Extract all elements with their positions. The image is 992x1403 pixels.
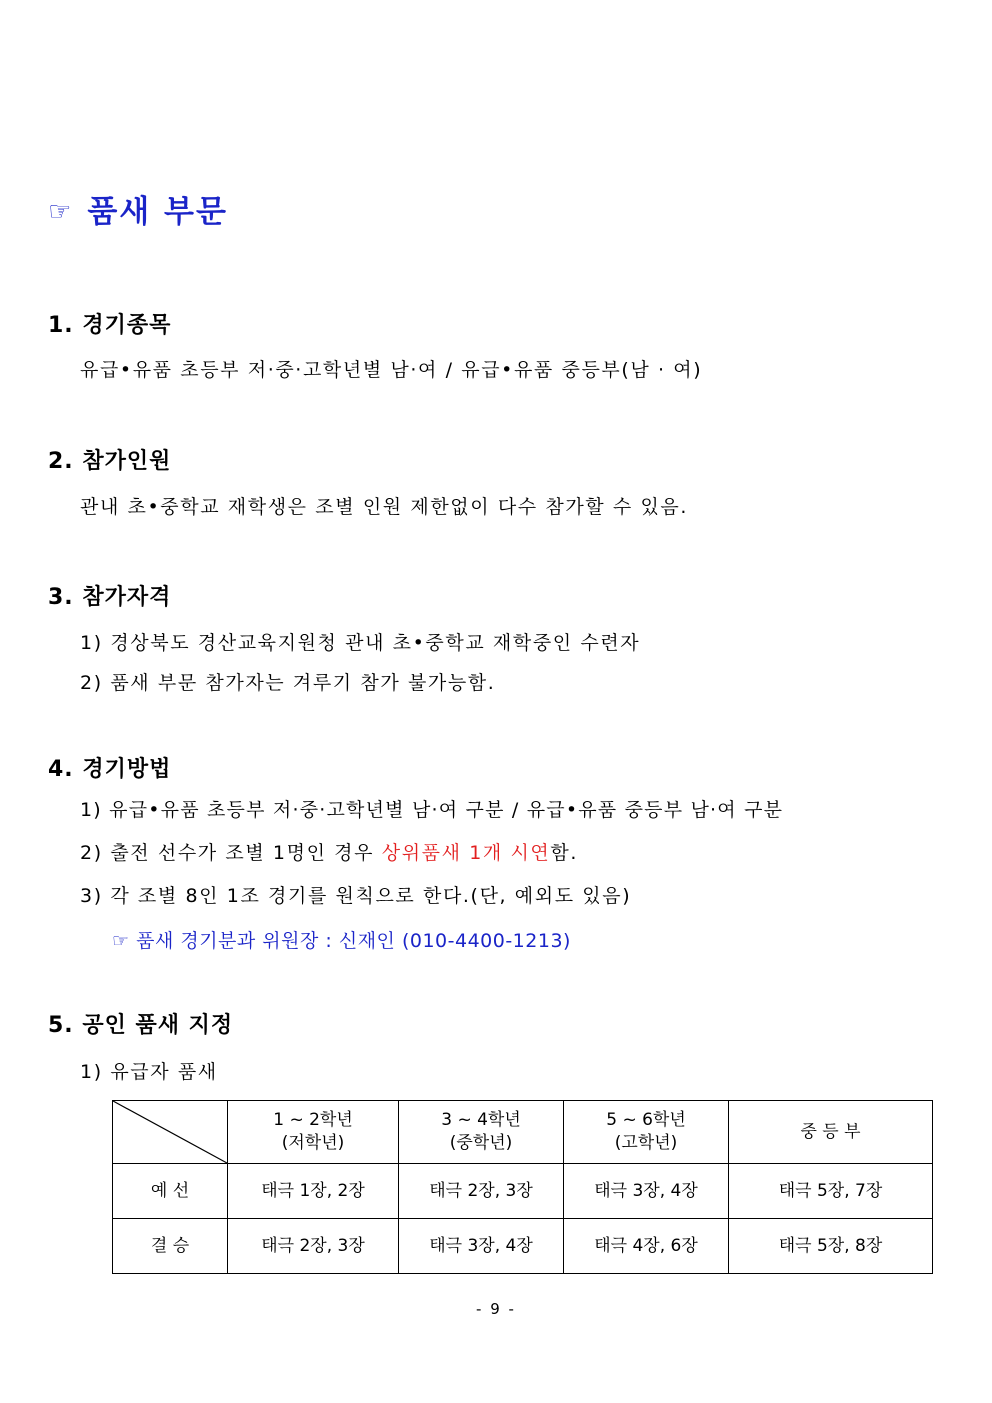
section-2-line: 관내 초•중학교 재학생은 조별 인원 제한없이 다수 참가할 수 있음. <box>80 496 689 518</box>
table-cell: 태극 2장, 3장 <box>399 1164 564 1219</box>
section-heading-1: 1. 경기종목 <box>48 313 172 338</box>
table-row <box>113 1219 933 1274</box>
row-label: 결 승 <box>113 1219 228 1274</box>
table-cell: 태극 5장, 8장 <box>729 1219 933 1274</box>
line-2-text-before: 2) 출전 선수가 조별 1명인 경우 <box>80 842 382 864</box>
section-4-line-2 <box>80 838 578 865</box>
section-5-sub: 1) 유급자 품새 <box>80 1061 218 1083</box>
header-cell <box>729 1101 933 1164</box>
header-line-2: (저학년) <box>281 1133 345 1153</box>
table-cell: 태극 2장, 3장 <box>228 1219 399 1274</box>
pointing-hand-icon: ☞ <box>48 197 74 227</box>
diagonal-line <box>113 1101 227 1163</box>
section-3-line-1: 1) 경상북도 경산교육지원청 관내 초•중학교 재학중인 수련자 <box>80 632 641 654</box>
section-heading-2: 2. 참가인원 <box>48 449 172 474</box>
header-line-1: 3 ~ 4학년 <box>441 1110 521 1130</box>
page-title <box>48 186 228 231</box>
row-label: 예 선 <box>113 1164 228 1219</box>
header-cell <box>564 1101 729 1164</box>
header-line-2: (고학년) <box>614 1133 678 1153</box>
table-cell: 태극 1장, 2장 <box>228 1164 399 1219</box>
header-cell <box>399 1101 564 1164</box>
table-corner-cell <box>113 1101 228 1164</box>
page-number: - 9 - <box>476 1300 516 1318</box>
header-line-2: (중학년) <box>449 1133 513 1153</box>
header-line-1: 5 ~ 6학년 <box>606 1110 686 1130</box>
section-1-line: 유급•유품 초등부 저·중·고학년별 남·여 / 유급•유품 중등부(남 · 여) <box>80 359 703 381</box>
header-line-1: 중 등 부 <box>800 1121 861 1142</box>
table-row <box>113 1164 933 1219</box>
header-line-1: 1 ~ 2학년 <box>273 1110 353 1130</box>
contact-line <box>112 926 571 953</box>
highlight-text: 상위품새 1개 시연 <box>381 842 551 864</box>
table-cell: 태극 5장, 7장 <box>729 1164 933 1219</box>
pumsae-table <box>112 1100 933 1274</box>
header-cell <box>228 1101 399 1164</box>
line-2-text-after: 함. <box>550 842 578 864</box>
table-header-row <box>113 1101 933 1164</box>
page-title-text: 품새 부문 <box>87 194 228 230</box>
pointing-hand-icon: ☞ <box>112 930 130 952</box>
table-cell: 태극 3장, 4장 <box>564 1164 729 1219</box>
table-cell: 태극 3장, 4장 <box>399 1219 564 1274</box>
contact-text: 품새 경기분과 위원장 : 신재인 (010-4400-1213) <box>136 930 571 952</box>
section-4-line-3: 3) 각 조별 8인 1조 경기를 원칙으로 한다.(단, 예외도 있음) <box>80 885 632 907</box>
section-heading-5: 5. 공인 품새 지정 <box>48 1013 234 1038</box>
section-3-line-2: 2) 품새 부문 참가자는 겨루기 참가 불가능함. <box>80 672 496 694</box>
table-cell: 태극 4장, 6장 <box>564 1219 729 1274</box>
section-4-line-1: 1) 유급•유품 초등부 저·중·고학년별 남·여 구분 / 유급•유품 중등부 남·여 구분 <box>80 799 784 821</box>
section-heading-4: 4. 경기방법 <box>48 757 172 782</box>
section-heading-3: 3. 참가자격 <box>48 585 172 610</box>
